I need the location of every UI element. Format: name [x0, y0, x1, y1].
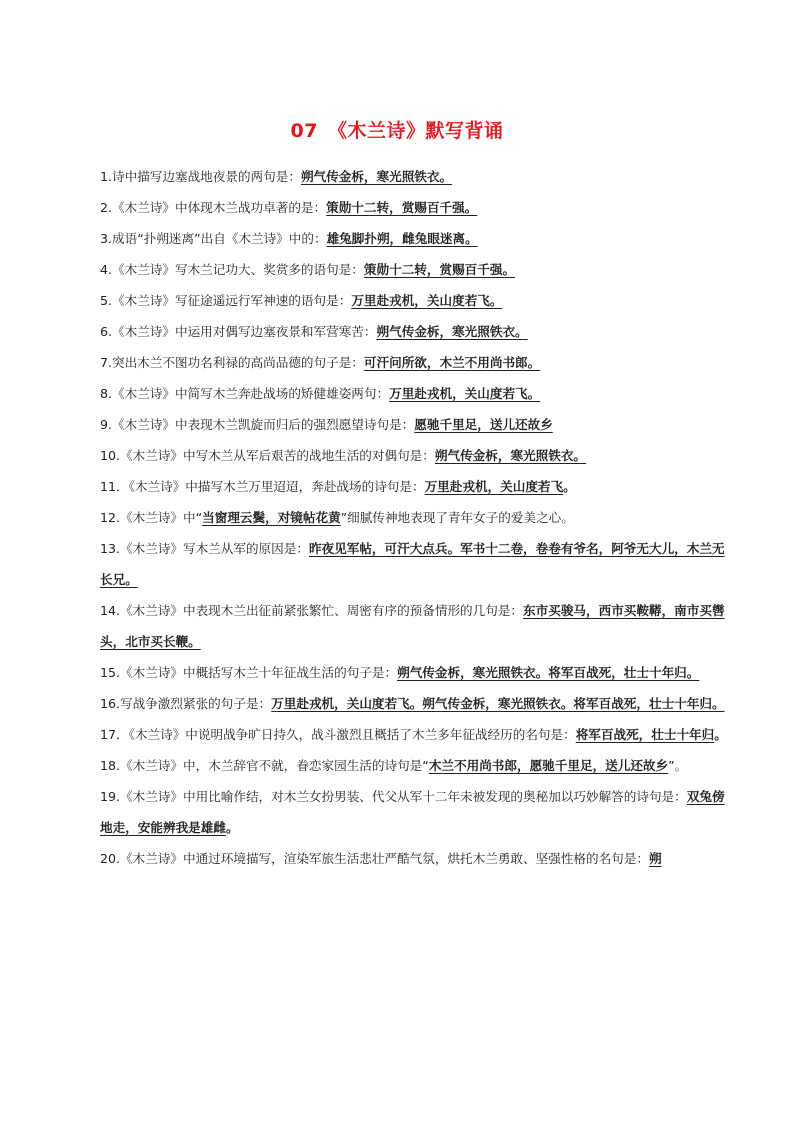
question-item-8: [100, 378, 730, 409]
question-prompt: 12.《木兰诗》中“: [100, 510, 203, 525]
question-item-10: [100, 440, 730, 471]
question-answer: 昨夜见军帖，可汗大点兵。军书十二卷，卷卷有爷名，阿爷无大儿，木兰无长兄。: [100, 541, 725, 587]
question-answer: 策勋十二转，赏赐百千强。: [326, 200, 478, 215]
question-item-9: [100, 409, 730, 440]
question-item-20: [100, 843, 730, 874]
question-answer: 东市买骏马，西市买鞍鞯，南市买辔头，北市买长鞭。: [100, 603, 725, 649]
title-text: 《木兰诗》默写背诵: [327, 120, 504, 142]
question-suffix: 。: [714, 727, 727, 742]
question-item-4: [100, 254, 730, 285]
question-item-11: [100, 471, 730, 502]
question-prompt: 7.突出木兰不图功名利禄的高尚品德的句子是：: [100, 355, 364, 370]
question-suffix: 。: [225, 820, 239, 835]
question-item-17: [100, 719, 730, 750]
question-prompt: 20.《木兰诗》中通过环境描写，渲染军旅生活悲壮严酷气氛，烘托木兰勇敢、坚强性格的名句是：: [100, 851, 649, 866]
question-prompt: 4.《木兰诗》写木兰记功大、奖赏多的语句是：: [100, 262, 364, 277]
question-answer: 朔气传金柝，寒光照铁衣。将军百战死，壮士十年归。: [397, 665, 700, 680]
page-title: [0, 116, 794, 143]
question-item-19: [100, 781, 730, 843]
question-prompt: 17．《木兰诗》中说明战争旷日持久，战斗激烈且概括了木兰多年征战经历的名句是：: [100, 727, 576, 742]
question-suffix: ”细腻传神地表现了青年女子的爱美之心。: [340, 510, 574, 525]
question-answer: 可汗问所欲，木兰不用尚书郎。: [363, 355, 541, 370]
question-prompt: 18.《木兰诗》中，木兰辞官不就，眷恋家园生活的诗句是“: [100, 758, 429, 773]
question-item-12: [100, 502, 730, 533]
question-suffix: ”。: [668, 758, 688, 773]
question-answer: 万里赴戎机，关山度若飞。: [389, 386, 541, 401]
question-prompt: 11．《木兰诗》中描写木兰万里迢迢，奔赴战场的诗句是：: [100, 479, 425, 494]
question-prompt: 1.诗中描写边塞战地夜景的两句是：: [100, 169, 301, 184]
question-answer: 雄兔脚扑朔，雌兔眼迷离。: [326, 231, 478, 246]
question-answer: 朔气传金柝，寒光照铁衣。: [434, 448, 586, 463]
question-item-3: [100, 223, 730, 254]
question-prompt: 14.《木兰诗》中表现木兰出征前紧张繁忙、周密有序的预备情形的几句是：: [100, 603, 524, 618]
question-item-2: [100, 192, 730, 223]
question-answer: 双兔傍地走，安能辨我是雄雌: [100, 789, 725, 835]
question-prompt: 16.写战争激烈紧张的句子是：: [100, 696, 272, 711]
question-prompt: 6.《木兰诗》中运用对偶写边塞夜景和军营寒苦：: [100, 324, 377, 339]
question-answer: 朔: [648, 851, 662, 866]
question-answer: 万里赴戎机，关山度若飞。朔气传金柝，寒光照铁衣。将军百战死，壮士十年归。: [271, 696, 725, 711]
question-item-14: [100, 595, 730, 657]
question-answer: 木兰不用尚书郎，愿驰千里足，送儿还故乡: [428, 758, 669, 773]
question-item-6: [100, 316, 730, 347]
question-prompt: 3.成语“扑朔迷离”出自《木兰诗》中的：: [100, 231, 327, 246]
question-suffix: 。: [563, 479, 576, 494]
question-prompt: 13.《木兰诗》写木兰从军的原因是：: [100, 541, 309, 556]
question-list: [100, 161, 730, 874]
question-prompt: 5.《木兰诗》写征途遥远行军神速的语句是：: [100, 293, 352, 308]
question-prompt: 9.《木兰诗》中表现木兰凯旋而归后的强烈愿望诗句是：: [100, 417, 415, 432]
question-prompt: 10.《木兰诗》中写木兰从军后艰苦的战地生活的对偶句是：: [100, 448, 435, 463]
question-answer: 策勋十二转，赏赐百千强。: [363, 262, 516, 277]
question-answer: 朔气传金柝，寒光照铁衣。: [300, 169, 453, 184]
question-answer: 将军百战死，壮士十年归: [575, 727, 715, 742]
question-item-18: [100, 750, 730, 781]
question-answer: 万里赴戎机，关山度若飞: [424, 479, 564, 494]
question-item-16: [100, 688, 730, 719]
title-number: 07: [290, 120, 318, 142]
question-answer: 朔气传金柝，寒光照铁衣。: [376, 324, 528, 339]
question-answer: 当窗理云鬓，对镜帖花黄: [202, 510, 341, 525]
question-item-15: [100, 657, 730, 688]
question-prompt: 19.《木兰诗》中用比喻作结，对木兰女扮男装、代父从军十二年未被发现的奥秘加以巧妙解答的诗句是：: [100, 789, 687, 804]
question-prompt: 8.《木兰诗》中简写木兰奔赴战场的矫健雄姿两句：: [100, 386, 390, 401]
question-answer: 愿驰千里足，送儿还故乡: [414, 417, 553, 432]
question-prompt: 15.《木兰诗》中概括写木兰十年征战生活的句子是：: [100, 665, 398, 680]
question-item-1: [100, 161, 730, 192]
question-answer: 万里赴戎机，关山度若飞。: [351, 293, 503, 308]
question-item-5: [100, 285, 730, 316]
question-item-13: [100, 533, 730, 595]
question-prompt: 2.《木兰诗》中体现木兰战功卓著的是：: [100, 200, 327, 215]
question-item-7: [100, 347, 730, 378]
